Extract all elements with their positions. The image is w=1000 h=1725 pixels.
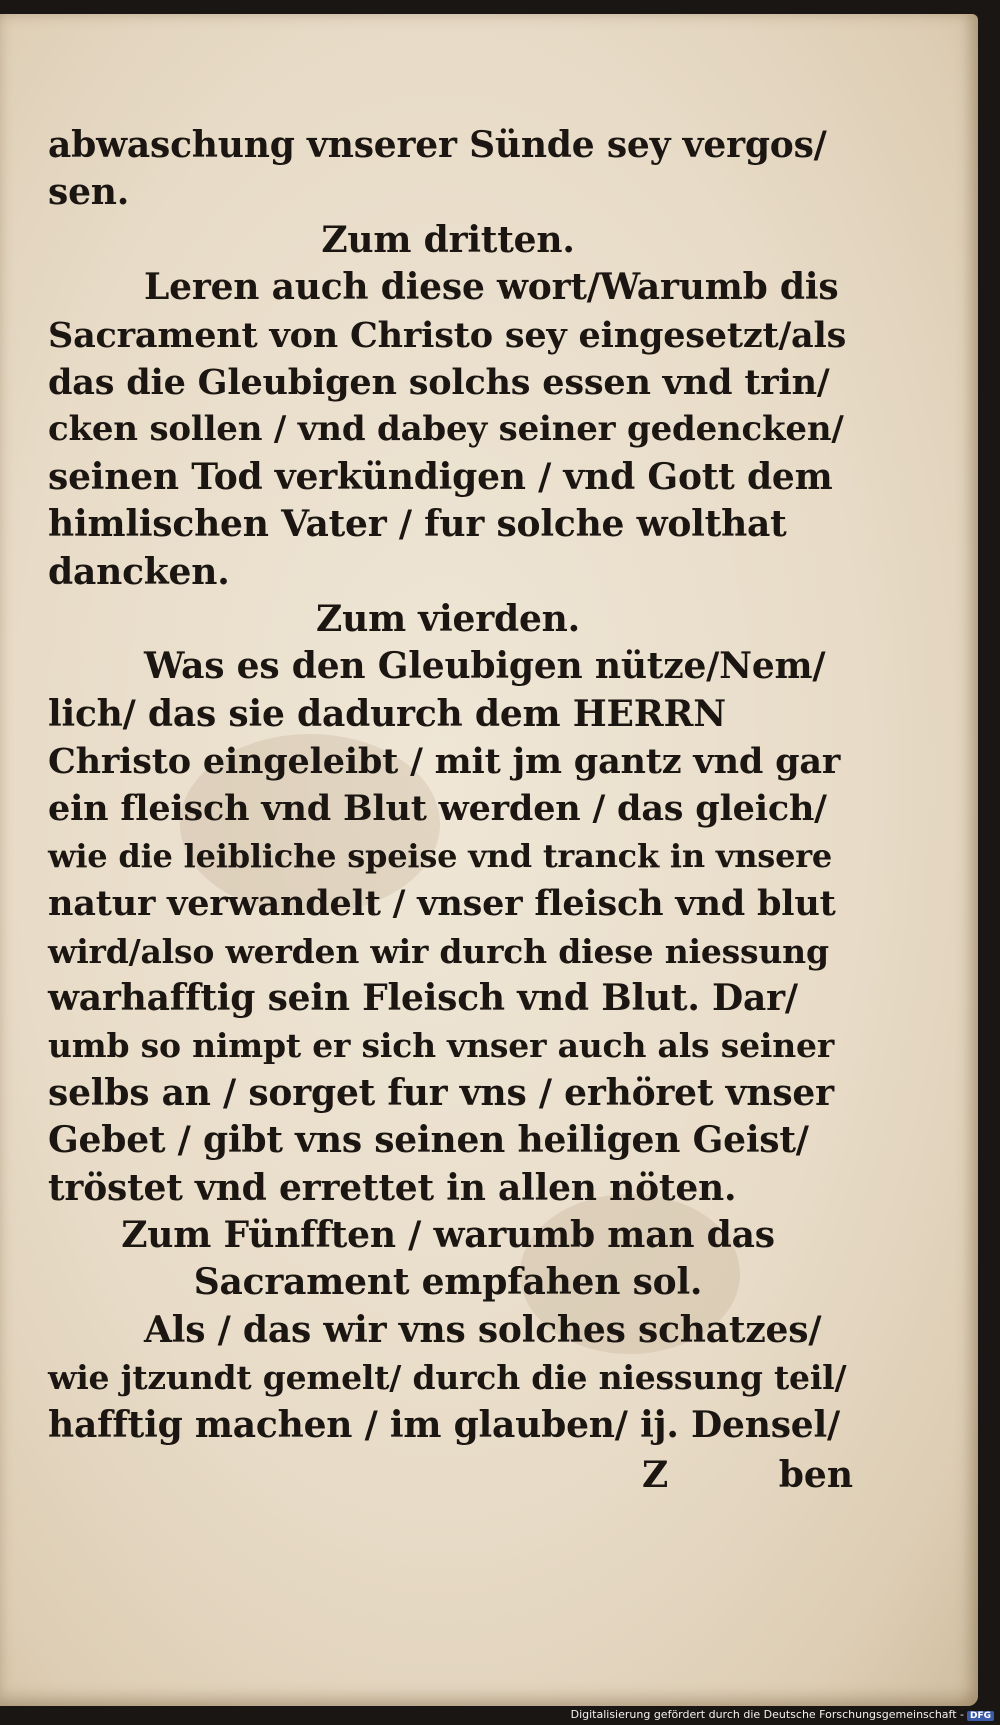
text-line: dancken.: [48, 550, 230, 593]
text-line: Gebet / gibt vns seinen heiligen Geist/: [48, 1119, 809, 1162]
text-line: natur verwandelt / vnser fleisch vnd blut: [48, 883, 836, 925]
text-line: Was es den Gleubigen nütze/Nem/: [144, 645, 826, 688]
text-line: Zum vierden.: [316, 597, 580, 640]
text-line: wie die leibliche speise vnd tranck in vnsere: [48, 836, 833, 875]
text-line: ein fleisch vnd Blut werden / das gleich/: [48, 788, 827, 830]
text-line: warhafftig sein Fleisch vnd Blut. Dar/: [48, 977, 798, 1020]
text-line: himlischen Vater / fur solche wolthat: [48, 503, 787, 546]
text-line: cken sollen / vnd dabey seiner gedencken/: [48, 409, 844, 450]
digitization-credit: [571, 1708, 994, 1721]
text-line: abwaschung vnserer Sünde sey vergos/: [48, 124, 827, 166]
text-line: das die Gleubigen solchs essen vnd trin/: [48, 361, 830, 403]
text-line: Als / das wir vns solches schatzes/: [144, 1308, 822, 1351]
catchword: ben: [778, 1454, 853, 1496]
text-line: wird/also werden wir durch diese niessung: [48, 931, 829, 971]
text-line: Zum dritten.: [321, 218, 575, 261]
text-line: wie jtzundt gemelt/ durch die niessung teil/: [48, 1358, 847, 1398]
dfg-logo: DFG: [967, 1711, 994, 1721]
text-line: seinen Tod verkündigen / vnd Gott dem: [48, 455, 833, 498]
text-line: Christo eingeleibt / mit jm gantz vnd gar: [48, 741, 841, 783]
text-line: Sacrament empfahen sol.: [193, 1261, 703, 1304]
page-text: [48, 122, 848, 1449]
signature-mark: Z: [642, 1454, 669, 1496]
text-line: Zum Fünfften / warumb man das: [121, 1213, 775, 1256]
book-page: [0, 14, 978, 1706]
text-line: Sacrament von Christo sey eingesetzt/als: [48, 314, 847, 356]
text-line: lich/ das sie dadurch dem HERRN: [48, 692, 726, 735]
text-line: selbs an / sorget fur vns / erhöret vnser: [48, 1071, 834, 1114]
text-line: hafftig machen / im glauben/ ij. Densel/: [48, 1403, 840, 1446]
text-line: tröstet vnd errettet in allen nöten.: [48, 1166, 737, 1209]
credit-text: Digitalisierung gefördert durch die Deutsche Forschungsgemeinschaft -: [570, 1708, 964, 1721]
page-bottom-row: [48, 1454, 853, 1504]
text-line: umb so nimpt er sich vnser auch als seiner: [48, 1026, 835, 1066]
text-line: Leren auch diese wort/Warumb dis: [144, 266, 839, 309]
text-line: sen.: [48, 171, 130, 214]
